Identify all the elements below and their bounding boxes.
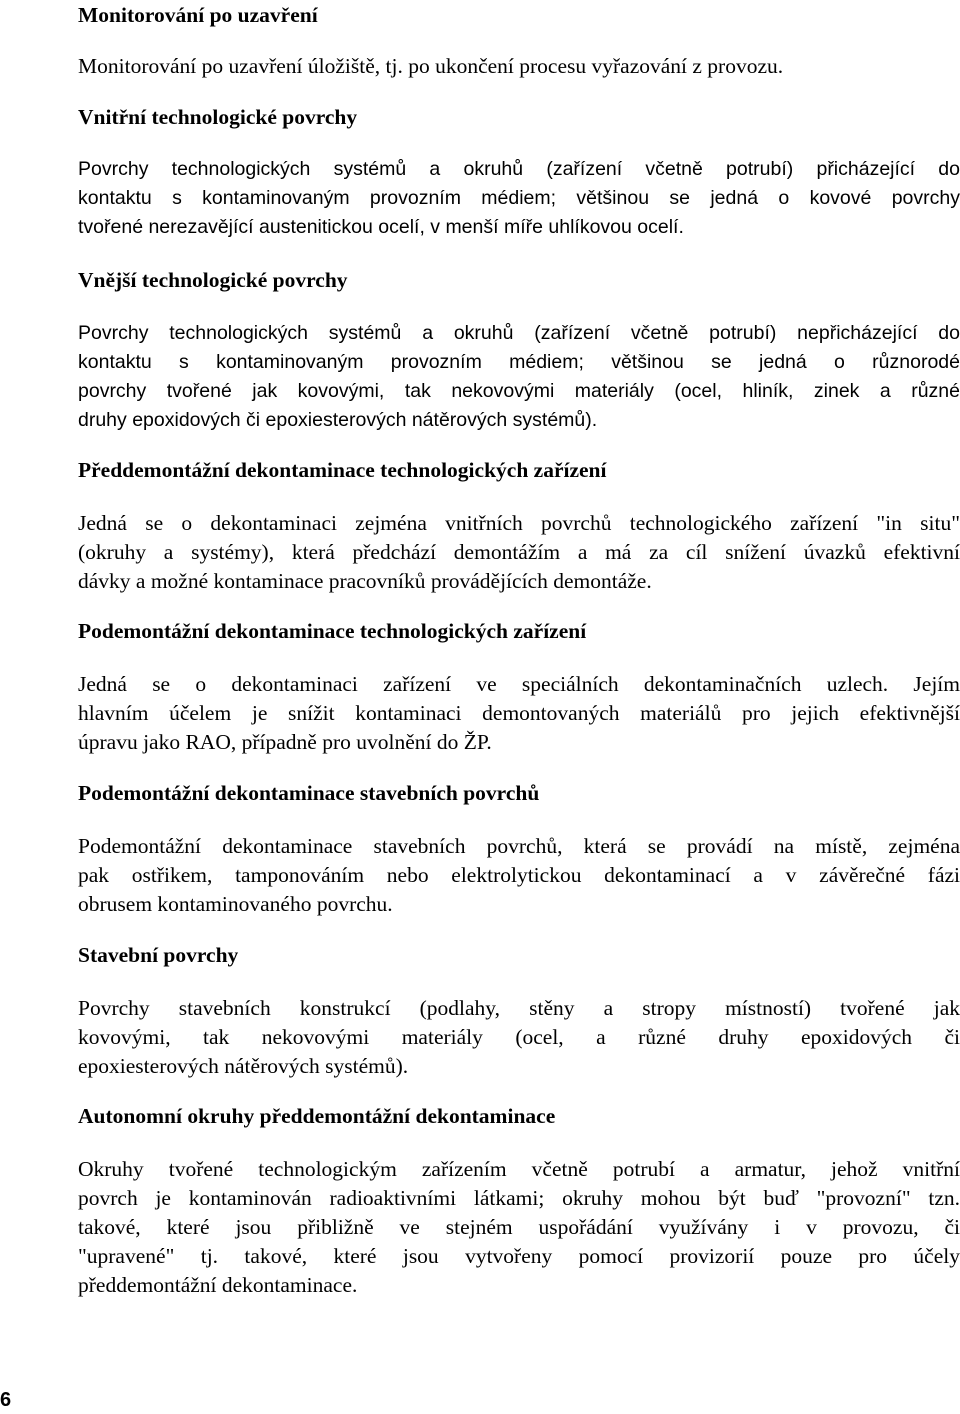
body-line: hlavním účelem je snížit kontaminaci demontovaných materiálů pro jejich efektivnější	[78, 701, 960, 725]
body-line: kontaktu s kontaminovaným provozním médiem; většinou se jedná o různorodé	[78, 351, 960, 373]
section-body	[78, 670, 960, 757]
body-line: Podemontážní dekontaminace stavebních povrchů, která se provádí na místě, zejména	[78, 834, 960, 858]
body-line: předdemontážní dekontaminace.	[78, 1273, 358, 1297]
body-line: druhy epoxidových či epoxiesterových nátěrových systémů).	[78, 409, 598, 431]
section-body	[78, 155, 960, 242]
body-line: Okruhy tvořené technologickým zařízením včetně potrubí a armatur, jehož vnitřní	[78, 1157, 960, 1181]
section-podemontazni-zarizeni	[78, 617, 960, 757]
body-line: tvořené nerezavějící austenitickou ocelí, v menší míře uhlíkovou ocelí.	[78, 216, 684, 238]
section-heading: Podemontážní dekontaminace technologických zařízení	[78, 619, 587, 643]
section-vnitrni-povrchy	[78, 103, 960, 242]
body-line: Povrchy technologických systémů a okruhů (zařízení včetně potrubí) nepřicházející do	[78, 322, 960, 344]
body-line: obrusem kontaminovaného povrchu.	[78, 892, 393, 916]
body-line: epoxiesterových nátěrových systémů).	[78, 1054, 409, 1078]
body-line: úpravu jako RAO, případně pro uvolnění do ŽP.	[78, 730, 492, 754]
section-body	[78, 319, 960, 435]
section-body	[78, 832, 960, 919]
section-heading: Monitorování po uzavření	[78, 3, 318, 27]
body-line: pak ostřikem, tamponováním nebo elektrolytickou dekontaminací a v závěrečné fázi	[78, 863, 960, 887]
body-line: Jedná se o dekontaminaci zejména vnitřních povrchů technologického zařízení "in situ"	[78, 511, 960, 535]
body-line: "upravené" tj. takové, které jsou vytvořeny pomocí provizorií pouze pro účely	[78, 1244, 960, 1268]
body-line: kontaktu s kontaminovaným provozním médiem; většinou se jedná o kovové povrchy	[78, 187, 960, 209]
body-line: Povrchy technologických systémů a okruhů (zařízení včetně potrubí) přicházející do	[78, 158, 960, 180]
body-line: kovovými, tak nekovovými materiály (ocel, a různé druhy epoxidových či	[78, 1025, 960, 1049]
page-number: 6	[0, 1389, 12, 1411]
body-line: Monitorování po uzavření úložiště, tj. po ukončení procesu vyřazování z provozu.	[78, 54, 784, 78]
section-body	[78, 52, 960, 81]
body-line: povrchy tvořené jak kovovými, tak nekovovými materiály (ocel, hliník, zinek a různé	[78, 380, 960, 402]
section-body	[78, 509, 960, 596]
section-heading: Podemontážní dekontaminace stavebních povrchů	[78, 781, 540, 805]
section-heading: Předdemontážní dekontaminace technologických zařízení	[78, 458, 607, 482]
body-line: Povrchy stavebních konstrukcí (podlahy, stěny a stropy místností) tvořené jak	[78, 996, 960, 1020]
section-body	[78, 1155, 960, 1300]
body-line: Jedná se o dekontaminaci zařízení ve speciálních dekontaminačních uzlech. Jejím	[78, 672, 960, 696]
section-vnejsi-povrchy	[78, 266, 960, 435]
section-podemontazni-stavebni	[78, 779, 960, 919]
section-monitorovani	[78, 1, 960, 81]
section-heading: Stavební povrchy	[78, 943, 239, 967]
body-line: takové, které jsou přibližně ve stejném uspořádání využívány i v provozu, či	[78, 1215, 960, 1239]
body-line: dávky a možné kontaminace pracovníků provádějících demontáže.	[78, 569, 652, 593]
section-heading: Vnitřní technologické povrchy	[78, 105, 358, 129]
body-line: povrch je kontaminován radioaktivními látkami; okruhy mohou být buď "provozní" tzn.	[78, 1186, 960, 1210]
section-autonomni-okruhy	[78, 1102, 960, 1300]
section-heading: Vnější technologické povrchy	[78, 268, 348, 292]
section-body	[78, 994, 960, 1081]
section-preddemontazni-dekontaminace	[78, 456, 960, 596]
section-heading: Autonomní okruhy předdemontážní dekontaminace	[78, 1104, 556, 1128]
section-stavebni-povrchy	[78, 941, 960, 1081]
body-line: (okruhy a systémy), která předchází demontážím a má za cíl snížení úvazků efektivní	[78, 540, 960, 564]
